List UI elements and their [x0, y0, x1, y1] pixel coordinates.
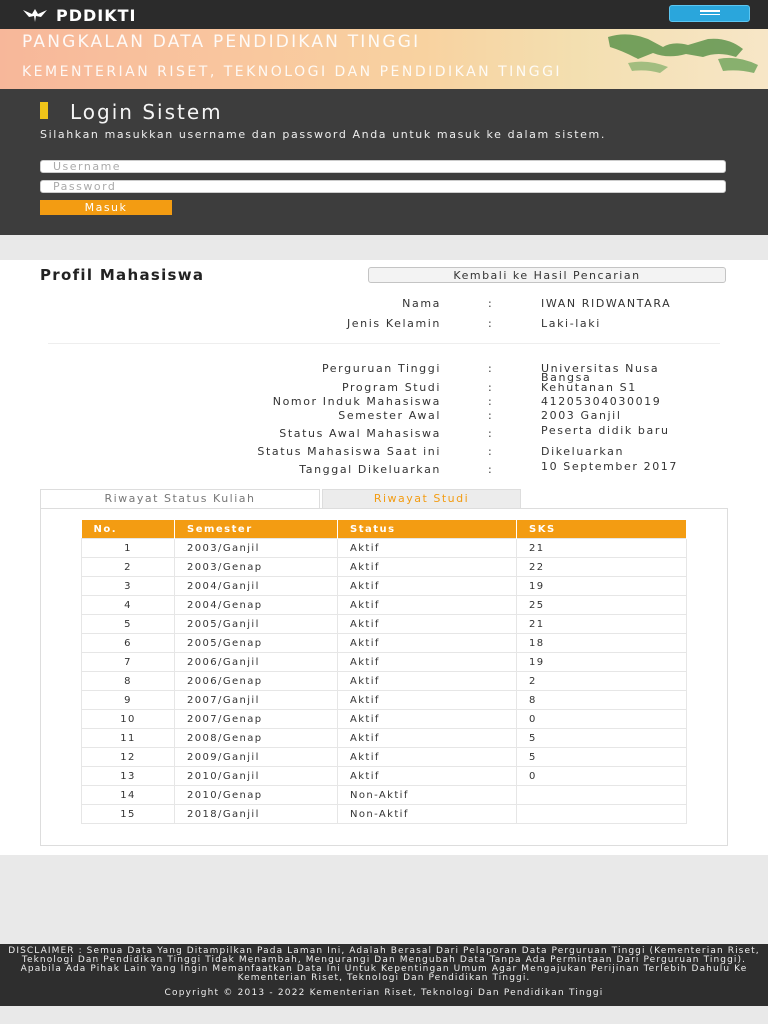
info-colon: :: [488, 427, 492, 440]
banner-subtitle: KEMENTERIAN RISET, TEKNOLOGI DAN PENDIDIKAN TINGGI: [22, 64, 563, 80]
table-cell-semester: 2010/Ganjil: [175, 767, 338, 786]
password-input[interactable]: [40, 180, 726, 193]
page-title: Profil Mahasiswa: [40, 266, 205, 284]
info-label: Nama: [402, 297, 441, 310]
table-row: [82, 767, 687, 786]
table-cell-no: 5: [82, 615, 175, 634]
info-colon: :: [488, 381, 492, 394]
banner-title: PANGKALAN DATA PENDIDIKAN TINGGI: [22, 32, 421, 52]
info-value: Peserta didik baru: [541, 424, 670, 437]
info-value: 2003 Ganjil: [541, 409, 622, 422]
tab-riwayat-studi[interactable]: Riwayat Studi: [322, 489, 521, 509]
info-colon: :: [488, 445, 492, 458]
table-row: [82, 691, 687, 710]
info-label: Semester Awal: [338, 409, 441, 422]
table-row: [82, 672, 687, 691]
table-cell-no: 13: [82, 767, 175, 786]
table-cell-sks: 19: [517, 653, 687, 672]
table-cell-no: 9: [82, 691, 175, 710]
table-cell-semester: 2004/Genap: [175, 596, 338, 615]
table-cell-no: 2: [82, 558, 175, 577]
table-cell-semester: 2003/Genap: [175, 558, 338, 577]
table-cell-status: Non-Aktif: [338, 805, 517, 824]
table-cell-no: 1: [82, 539, 175, 558]
table-row: [82, 558, 687, 577]
table-cell-semester: 2007/Genap: [175, 710, 338, 729]
table-cell-no: 15: [82, 805, 175, 824]
table-cell-sks: 22: [517, 558, 687, 577]
info-value: 10 September 2017: [541, 460, 678, 473]
table-cell-status: Aktif: [338, 729, 517, 748]
table-cell-semester: 2018/Ganjil: [175, 805, 338, 824]
table-cell-status: Aktif: [338, 748, 517, 767]
info-value: Universitas Nusa Bangsa: [541, 362, 660, 384]
table-cell-sks: 19: [517, 577, 687, 596]
info-value: 41205304030019: [541, 395, 662, 408]
login-submit-button[interactable]: Masuk: [40, 200, 172, 215]
title-accent-bar: [40, 102, 48, 119]
table-cell-status: Aktif: [338, 691, 517, 710]
table-cell-no: 8: [82, 672, 175, 691]
table-cell-semester: 2009/Ganjil: [175, 748, 338, 767]
table-row: [82, 634, 687, 653]
info-colon: :: [488, 362, 492, 375]
copyright-text: Copyright © 2013 - 2022 Kementerian Riset, Teknologi Dan Pendidikan Tinggi: [164, 988, 604, 998]
info-label: Jenis Kelamin: [346, 317, 441, 330]
table-cell-no: 14: [82, 786, 175, 805]
info-colon: :: [488, 395, 492, 408]
info-label: Perguruan Tinggi: [321, 362, 441, 375]
table-cell-no: 11: [82, 729, 175, 748]
info-colon: :: [488, 463, 492, 476]
table-cell-no: 12: [82, 748, 175, 767]
table-row: [82, 539, 687, 558]
column-header-sks: SKS: [517, 520, 687, 539]
table-cell-status: Non-Aktif: [338, 786, 517, 805]
info-value: IWAN RIDWANTARA: [541, 297, 672, 310]
table-cell-no: 4: [82, 596, 175, 615]
table-cell-sks: 21: [517, 539, 687, 558]
table-cell-semester: 2005/Ganjil: [175, 615, 338, 634]
table-cell-semester: 2006/Genap: [175, 672, 338, 691]
table-cell-sks: 25: [517, 596, 687, 615]
disclaimer-text: DISCLAIMER : Semua Data Yang Ditampilkan Pada Laman Ini, Adalah Berasal Dari Pelaporan Data Perguruan Tinggi (Kementerian Riset, Teknologi Dan Pendidikan Tinggi Tidak Menambah, Mengurangi Dan Mengubah Data Tanpa Ada Permintaan Dari Perguruan Tinggi). Apabila Ada Pihak Lain Yang Ingin Memanfaatkan Data Ini Untuk Kepentingan Umum Agar Mengajukan Perijinan Terlebih Dahulu Ke Kementerian Riset, Teknologi Dan Pendidikan Tinggi.: [8, 946, 760, 983]
table-cell-sks: [517, 786, 687, 805]
table-cell-status: Aktif: [338, 577, 517, 596]
eagle-logo-icon: [22, 7, 48, 23]
footer: [0, 944, 768, 1006]
info-label: Status Awal Mahasiswa: [279, 427, 441, 440]
table-cell-status: Aktif: [338, 710, 517, 729]
table-cell-sks: 21: [517, 615, 687, 634]
table-cell-sks: 18: [517, 634, 687, 653]
hamburger-line: [700, 14, 720, 15]
table-cell-status: Aktif: [338, 539, 517, 558]
table-cell-semester: 2006/Ganjil: [175, 653, 338, 672]
login-description: Silahkan masukkan username dan password Anda untuk masuk ke dalam sistem.: [40, 128, 606, 141]
table-cell-no: 3: [82, 577, 175, 596]
table-cell-no: 10: [82, 710, 175, 729]
table-cell-semester: 2007/Ganjil: [175, 691, 338, 710]
back-to-results-button[interactable]: Kembali ke Hasil Pencarian: [368, 267, 726, 283]
username-input[interactable]: [40, 160, 726, 173]
table-row: [82, 805, 687, 824]
column-header-no: No.: [82, 520, 175, 539]
table-row: [82, 729, 687, 748]
table-cell-status: Aktif: [338, 767, 517, 786]
table-cell-status: Aktif: [338, 634, 517, 653]
table-row: [82, 786, 687, 805]
profile-section: [0, 260, 768, 855]
table-header-row: [82, 520, 687, 539]
table-cell-sks: 2: [517, 672, 687, 691]
table-cell-status: Aktif: [338, 558, 517, 577]
info-value: Kehutanan S1: [541, 381, 637, 394]
info-colon: :: [488, 297, 492, 310]
table-row: [82, 653, 687, 672]
tab-riwayat-status-kuliah[interactable]: Riwayat Status Kuliah: [40, 489, 320, 509]
table-cell-sks: 0: [517, 710, 687, 729]
table-cell-sks: [517, 805, 687, 824]
top-navbar: [0, 0, 768, 29]
info-label: Program Studi: [341, 381, 441, 394]
table-row: [82, 710, 687, 729]
menu-toggle-button[interactable]: [669, 5, 750, 22]
table-cell-sks: 5: [517, 729, 687, 748]
table-cell-status: Aktif: [338, 672, 517, 691]
table-row: [82, 577, 687, 596]
tab-panel: [40, 508, 728, 846]
table-row: [82, 596, 687, 615]
table-cell-semester: 2004/Ganjil: [175, 577, 338, 596]
info-value: Dikeluarkan: [541, 445, 625, 458]
table-cell-sks: 5: [517, 748, 687, 767]
info-label: Tanggal Dikeluarkan: [299, 463, 441, 476]
table-row: [82, 615, 687, 634]
table-cell-status: Aktif: [338, 653, 517, 672]
table-cell-semester: 2008/Genap: [175, 729, 338, 748]
login-panel: [0, 89, 768, 235]
brand-logo[interactable]: [22, 5, 137, 25]
table-cell-status: Aktif: [338, 596, 517, 615]
info-colon: :: [488, 409, 492, 422]
header-banner: [0, 29, 768, 89]
table-cell-no: 7: [82, 653, 175, 672]
info-label: Nomor Induk Mahasiswa: [272, 395, 441, 408]
table-cell-sks: 0: [517, 767, 687, 786]
brand-name: PDDIKTI: [56, 5, 137, 25]
hamburger-menu-icon: [700, 10, 720, 12]
table-cell-status: Aktif: [338, 615, 517, 634]
divider: [48, 343, 720, 344]
info-value: Laki-laki: [541, 317, 601, 330]
column-header-status: Status: [338, 520, 517, 539]
column-header-semester: Semester: [175, 520, 338, 539]
info-label: Status Mahasiswa Saat ini: [257, 445, 441, 458]
table-cell-sks: 8: [517, 691, 687, 710]
status-history-table: [81, 520, 687, 824]
table-cell-semester: 2003/Ganjil: [175, 539, 338, 558]
table-cell-semester: 2005/Genap: [175, 634, 338, 653]
table-cell-semester: 2010/Genap: [175, 786, 338, 805]
table-row: [82, 748, 687, 767]
info-colon: :: [488, 317, 492, 330]
table-cell-no: 6: [82, 634, 175, 653]
login-title: Login Sistem: [70, 100, 223, 124]
